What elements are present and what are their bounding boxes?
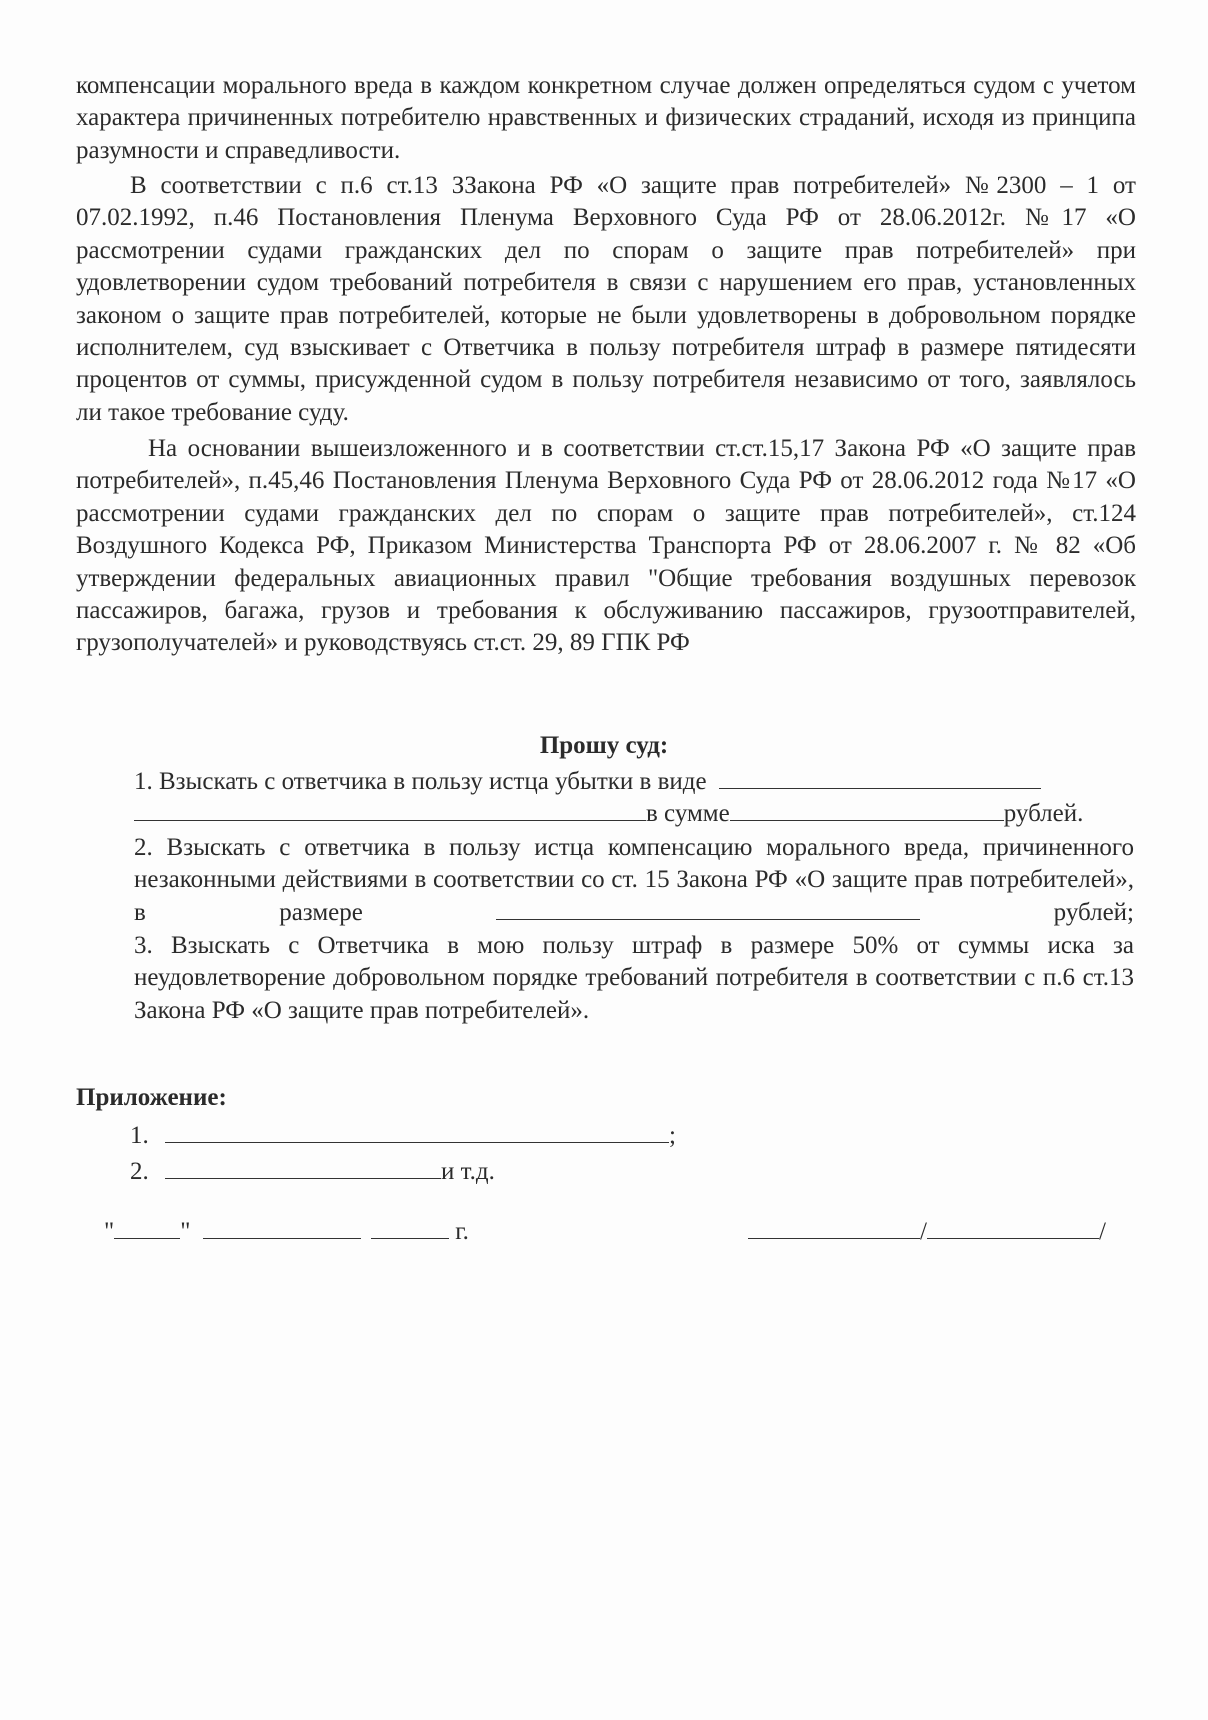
- day-blank[interactable]: [114, 1216, 180, 1239]
- request-item-2-text: 2. Взыскать с ответчика в пользу истца компенсацию морального вреда, причиненного незаконными действиями в соответствии со ст. 15 Закона РФ «О защите прав потребителей», в размере: [134, 834, 1134, 926]
- signature-slash-2: /: [1098, 1218, 1106, 1245]
- appendix-item-1-end: ;: [669, 1122, 676, 1149]
- appendix-title: Приложение:: [76, 1084, 227, 1111]
- request-item-1-line2: [134, 798, 1134, 830]
- losses-description-blank[interactable]: [134, 798, 646, 821]
- year-suffix: г.: [455, 1218, 469, 1245]
- request-item-1-text: 1. Взыскать с ответчика в пользу истца убытки в виде: [134, 768, 707, 795]
- sum-label: в сумме: [646, 800, 730, 827]
- signature-blank[interactable]: [748, 1216, 920, 1239]
- losses-type-blank[interactable]: [719, 766, 1041, 789]
- quote-open: ": [104, 1218, 115, 1245]
- appendix-item-2: [130, 1156, 495, 1186]
- appendix-item-2-blank[interactable]: [165, 1156, 441, 1179]
- currency-label-1: рублей.: [1003, 800, 1084, 827]
- losses-amount-blank[interactable]: [730, 798, 1004, 821]
- request-item-2: [134, 832, 1134, 928]
- appendix-item-1-number: 1.: [130, 1122, 149, 1149]
- appendix-item-2-number: 2.: [130, 1158, 149, 1185]
- month-blank[interactable]: [203, 1216, 361, 1239]
- signature-slash-1: /: [920, 1218, 927, 1245]
- request-item-3: 3. Взыскать с Ответчика в мою пользу штраф в размере 50% от суммы иска за неудовлетворение добровольном порядке требований потребителя в соответствии с п.6 ст.13 Закона РФ «О защите прав потребителей».: [134, 932, 1134, 1024]
- signature-line: [748, 1216, 1106, 1246]
- paragraph-penalty: В соответствии с п.6 ст.13 ЗЗакона РФ «О защите прав потребителей» №2300 – 1 от 07.02.1992, п.46 Постановления Пленума Верховного Суда РФ от 28.06.2012г. №17 «О рассмотрении судами гражданских дел по спорам о защите прав потребителей» при удовлетворении судом требований потребителя в связи с нарушением его прав, установленных законом о защите прав потребителей, которые не были удовлетворены в добровольном порядке исполнителем, суд взыскивает с Ответчика в пользу потребителя штраф в размере пятидесяти процентов от суммы, присужденной судом в пользу потребителя независимо от того, заявлялось ли такое требование суду.: [76, 172, 1136, 426]
- year-blank[interactable]: [371, 1216, 449, 1239]
- name-blank[interactable]: [927, 1216, 1099, 1239]
- appendix-item-1-blank[interactable]: [165, 1120, 669, 1143]
- paragraph-grounds: На основании вышеизложенного и в соответствии ст.ст.15,17 Закона РФ «О защите прав потребителей», п.45,46 Постановления Пленума Верховного Суда РФ от 28.06.2012 года №17 «О рассмотрении судами гражданских дел по спорам о защите прав потребителей», ст.124 Воздушного Кодекса РФ, Приказом Министерства Транспорта РФ от 28.06.2007 г. № 82 «Об утверждении федеральных авиационных правил "Общие требования воздушных перевозок пассажиров, багажа, грузов и требования к обслуживанию пассажиров, грузоотправителей, грузополучателей» и руководствуясь ст.ст. 29, 89 ГПК РФ: [76, 435, 1136, 657]
- moral-damage-amount-blank[interactable]: [496, 897, 920, 920]
- quote-close: ": [180, 1218, 191, 1245]
- currency-label-2: рублей;: [1053, 898, 1134, 926]
- paragraph-moral-damage: компенсации морального вреда в каждом конкретном случае должен определяться судом с учетом характера причиненных потребителю нравственных и физических страданий, исходя из принципа разумности и справедливости.: [76, 72, 1136, 164]
- appendix-item-1: [130, 1120, 676, 1150]
- request-heading: Прошу суд:: [539, 732, 669, 759]
- appendix-item-2-end: и т.д.: [441, 1158, 495, 1185]
- request-item-1: [134, 766, 1134, 798]
- date-line: [104, 1216, 469, 1246]
